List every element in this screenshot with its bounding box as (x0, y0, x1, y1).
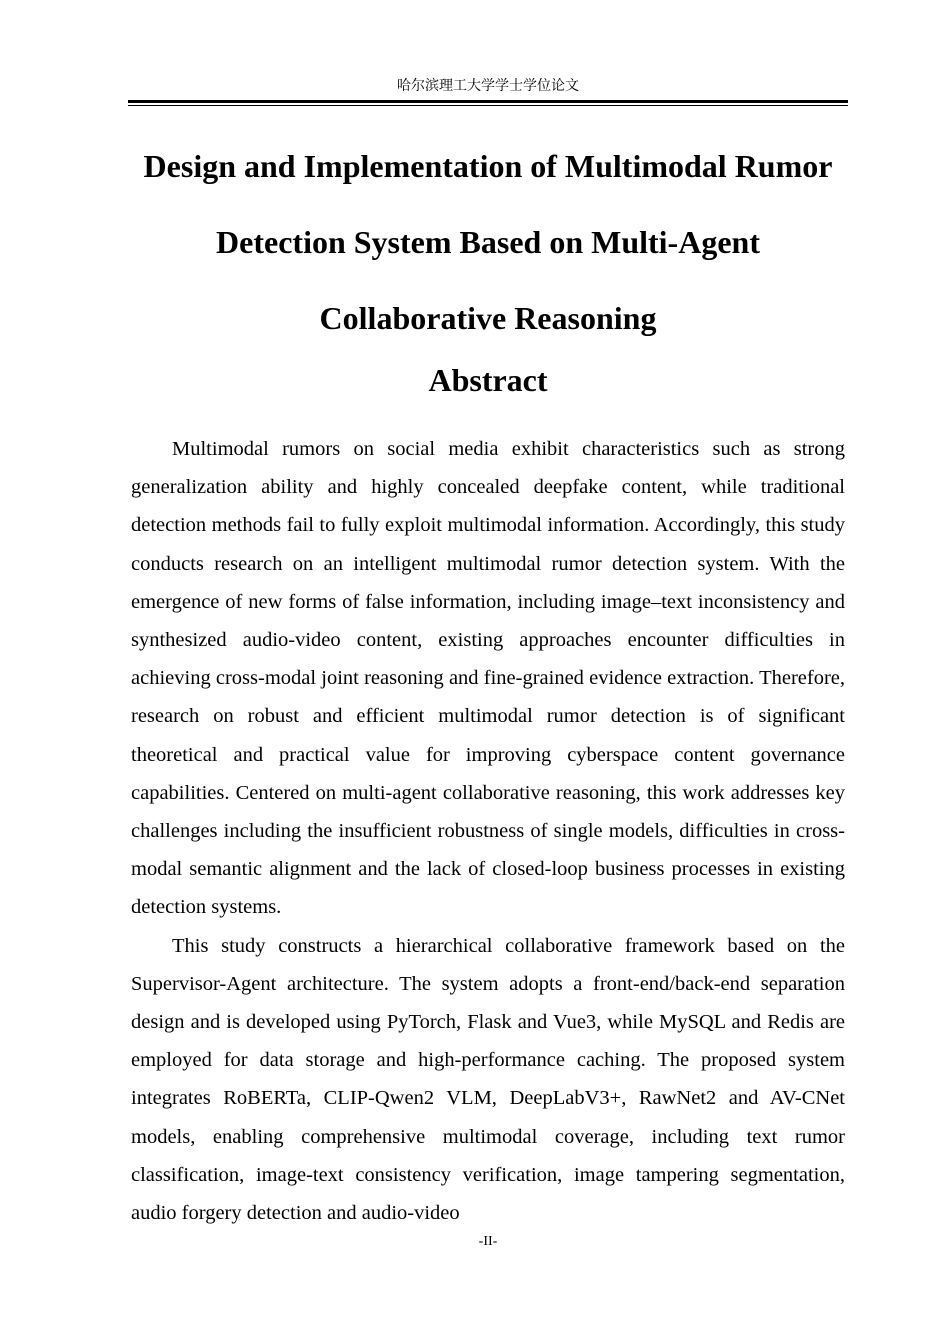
header-rule-thick (128, 100, 848, 103)
page-number: -II- (478, 1234, 498, 1249)
title-line-1: Design and Implementation of Multimodal Rumor (143, 148, 833, 184)
abstract-paragraph-1: Multimodal rumors on social media exhibit characteristics such as strong generalization ability and highly concealed deepfake content, while traditional detection methods fail to fully exploit multimodal information. Accordingly, this study conducts research on an intelligent multimodal rumor detection system. With the emergence of new forms of false information, including image–text inconsistency and synthesized audio-video content, existing approaches encounter difficulties in achieving cross-modal joint reasoning and fine-grained evidence extraction. Therefore, research on robust and efficient multimodal rumor detection is of significant theoretical and practical value for improving cyberspace content governance capabilities. Centered on multi-agent collaborative reasoning, this work addresses key challenges including the insufficient robustness of single models, difficulties in cross-modal semantic alignment and the lack of closed-loop business processes in existing detection systems. (131, 438, 845, 919)
abstract-paragraph-2: This study constructs a hierarchical collaborative framework based on the Supervisor-Agent architecture. The system adopts a front-end/back-end separation design and is developed using PyTorch, Flask and Vue3, while MySQL and Redis are employed for data storage and high-performance caching. The proposed system integrates RoBERTa, CLIP-Qwen2 VLM, DeepLabV3+, RawNet2 and AV-CNet models, enabling comprehensive multimodal coverage, including text rumor classification, image-text consistency verification, image tampering segmentation, audio forgery detection and audio-video (131, 934, 845, 1225)
abstract-heading: Abstract (428, 362, 548, 398)
thesis-title (128, 128, 848, 356)
running-header: 哈尔滨理工大学学士学位论文 (397, 78, 579, 94)
abstract-body (131, 430, 845, 1232)
header-rule-thin (128, 105, 848, 106)
title-line-2: Detection System Based on Multi-Agent (216, 224, 760, 260)
title-line-3: Collaborative Reasoning (319, 300, 657, 336)
